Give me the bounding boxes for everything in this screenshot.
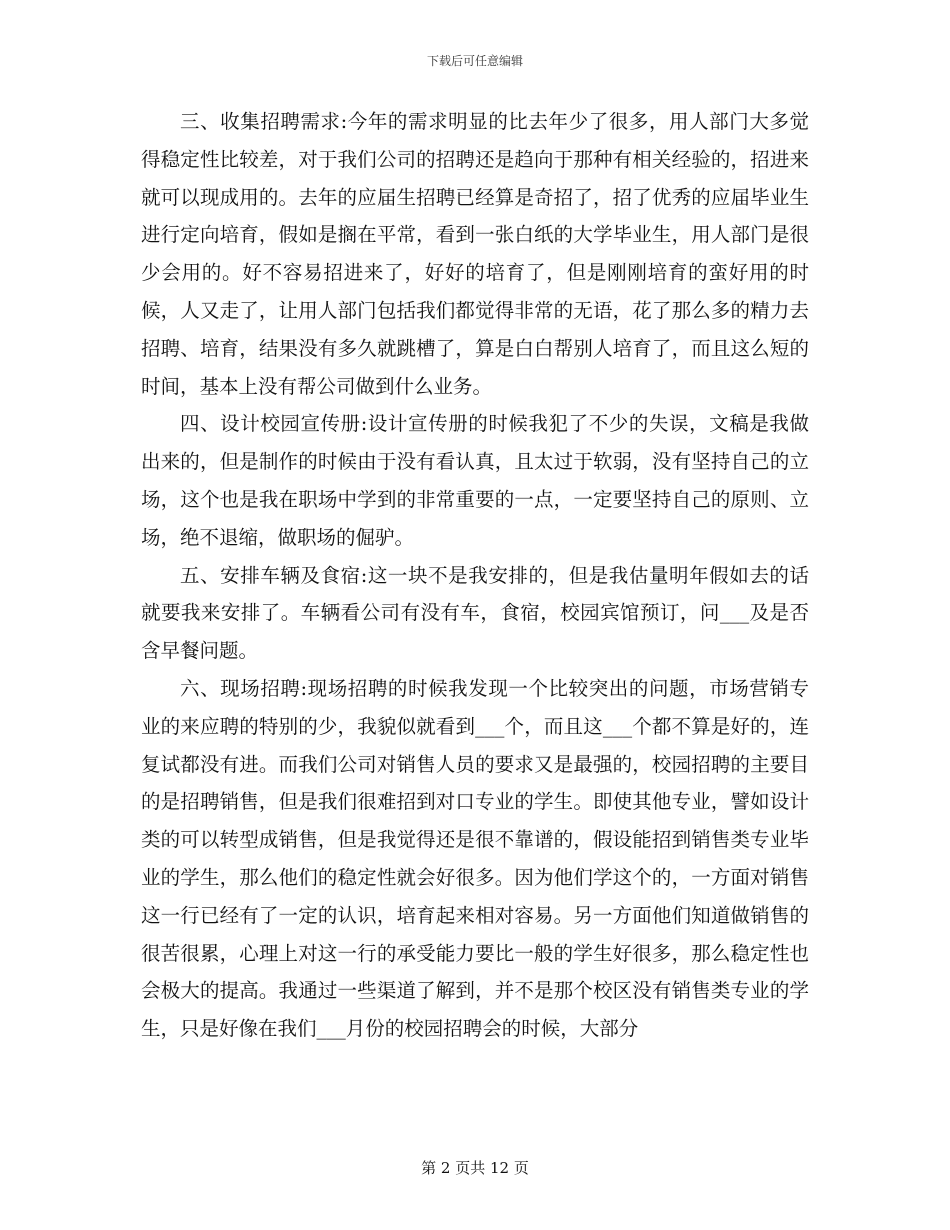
- paragraph-recruitment-needs: 三、收集招聘需求:今年的需求明显的比去年少了很多，用人部门大多觉得稳定性比较差，对于我们公司的招聘还是趋向于那种有相关经验的，招进来就可以现成用的。去年的应届生招聘已经算是奇招了，招了优秀的应届毕业生进行定向培育，假如是搁在平常，看到一张白纸的大学毕业生，用人部门是很少会用的。好不容易招进来了，好好的培育了，但是刚刚培育的蛮好用的时候，人又走了，让用人部门包括我们都觉得非常的无语，花了那么多的精力去招聘、培育，结果没有多久就跳槽了，算是白白帮别人培育了，而且这么短的时间，基本上没有帮公司做到什么业务。: [141, 110, 809, 398]
- document-body: [141, 103, 809, 1048]
- page-footer: 第 2 页共 12 页: [421, 1159, 529, 1177]
- paragraph-brochure-design: 四、设计校园宣传册:设计宣传册的时候我犯了不少的失误，文稿是我做出来的，但是制作的时候由于没有看认真，且太过于软弱，没有坚持自己的立场，这个也是我在职场中学到的非常重要的一点，一定要坚持自己的原则、立场，绝不退缩，做职场的倔驴。: [141, 412, 809, 549]
- paragraph-vehicle-lodging: 五、安排车辆及食宿:这一块不是我安排的，但是我估量明年假如去的话就要我来安排了。车辆看公司有没有车，食宿，校园宾馆预订，问___及是否含早餐问题。: [141, 563, 809, 663]
- page-header: 下载后可任意编辑: [426, 54, 523, 68]
- paragraph-onsite-recruitment: 六、现场招聘:现场招聘的时候我发现一个比较突出的问题，市场营销专业的来应聘的特别的少，我貌似就看到___个，而且这___个都不算是好的，连复试都没有进。而我们公司对销售人员的要求又是最强的，校园招聘的主要目的是招聘销售，但是我们很难招到对口专业的学生。即使其他专业，譬如设计类的可以转型成销售，但是我觉得还是很不靠谱的，假设能招到销售类专业毕业的学生，那么他们的稳定性就会好很多。因为他们学这个的，一方面对销售这一行已经有了一定的认识，培育起来相对容易。另一方面他们知道做销售的很苦很累，心理上对这一行的承受能力要比一般的学生好很多，那么稳定性也会极大的提高。我通过一些渠道了解到，并不是那个校区没有销售类专业的学生，只是好像在我们___月份的校园招聘会的时候，大部分: [141, 676, 809, 1041]
